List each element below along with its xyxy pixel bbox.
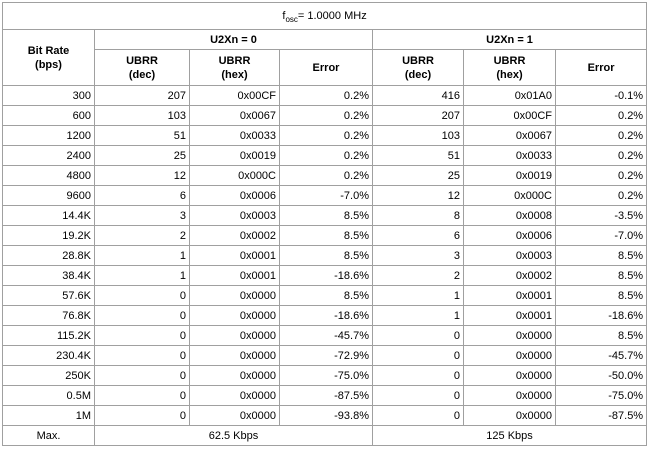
- error-u2x1-cell: -3.5%: [556, 206, 647, 226]
- error-u2x1-cell: 0.2%: [556, 106, 647, 126]
- ubrr-hex-u2x0-cell: 0x0000: [190, 406, 280, 426]
- ubrr-hex-label: UBRR: [493, 54, 526, 67]
- max-rate-u2x1: 125 Kbps: [373, 426, 647, 446]
- ubrr-hex-u2x0-cell: 0x0000: [190, 386, 280, 406]
- error-u2x0-cell: 8.5%: [280, 206, 373, 226]
- error-u2x1-cell: 0.2%: [556, 166, 647, 186]
- bit-rate-cell: 250K: [3, 366, 95, 386]
- ubrr-hex-label: UBRR: [218, 54, 251, 67]
- error-u2x1-cell: 8.5%: [556, 246, 647, 266]
- table-row: [3, 366, 647, 386]
- ubrr-hex-u2x0-cell: 0x0006: [190, 186, 280, 206]
- ubrr-dec-u2x1-cell: 103: [373, 126, 464, 146]
- column-header-row: [3, 50, 647, 86]
- table-row: [3, 246, 647, 266]
- bit-rate-cell: 1M: [3, 406, 95, 426]
- error-u2x0-cell: -18.6%: [280, 266, 373, 286]
- ubrr-hex-u2x1-cell: 0x0000: [464, 326, 556, 346]
- bit-rate-cell: 28.8K: [3, 246, 95, 266]
- ubrr-hex-u2x1-cell: 0x0019: [464, 166, 556, 186]
- ubrr-dec-u2x0-cell: 103: [95, 106, 190, 126]
- ubrr-dec-u2x0-cell: 1: [95, 266, 190, 286]
- bit-rate-cell: 57.6K: [3, 286, 95, 306]
- ubrr-dec-header-u2x0: [95, 50, 190, 86]
- table-row: [3, 166, 647, 186]
- table-row: [3, 206, 647, 226]
- error-u2x0-cell: -45.7%: [280, 326, 373, 346]
- ubrr-hex-u2x1-cell: 0x0000: [464, 386, 556, 406]
- error-u2x0-cell: -93.8%: [280, 406, 373, 426]
- ubrr-hex-u2x1-cell: 0x000C: [464, 186, 556, 206]
- error-u2x0-cell: 8.5%: [280, 286, 373, 306]
- table-body: [3, 86, 647, 426]
- ubrr-dec-u2x1-cell: 0: [373, 346, 464, 366]
- table-row: [3, 126, 647, 146]
- ubrr-hex-u2x0-cell: 0x0003: [190, 206, 280, 226]
- ubrr-hex-u2x1-cell: 0x0001: [464, 286, 556, 306]
- error-u2x0-cell: -7.0%: [280, 186, 373, 206]
- error-u2x1-cell: -87.5%: [556, 406, 647, 426]
- ubrr-dec-u2x0-cell: 3: [95, 206, 190, 226]
- ubrr-dec-u2x1-cell: 2: [373, 266, 464, 286]
- ubrr-dec-u2x1-cell: 1: [373, 286, 464, 306]
- error-u2x0-cell: 0.2%: [280, 86, 373, 106]
- bit-rate-cell: 9600: [3, 186, 95, 206]
- ubrr-dec-unit: (dec): [128, 68, 156, 81]
- ubrr-hex-u2x1-cell: 0x0000: [464, 406, 556, 426]
- ubrr-dec-u2x0-cell: 0: [95, 346, 190, 366]
- ubrr-hex-u2x0-cell: 0x0002: [190, 226, 280, 246]
- ubrr-dec-u2x1-cell: 3: [373, 246, 464, 266]
- ubrr-dec-u2x0-cell: 12: [95, 166, 190, 186]
- error-u2x1-cell: -0.1%: [556, 86, 647, 106]
- error-u2x0-cell: -75.0%: [280, 366, 373, 386]
- error-u2x1-cell: 0.2%: [556, 126, 647, 146]
- bit-rate-cell: 76.8K: [3, 306, 95, 326]
- error-u2x1-cell: -18.6%: [556, 306, 647, 326]
- ubrr-hex-u2x0-cell: 0x0000: [190, 346, 280, 366]
- ubrr-hex-u2x0-cell: 0x0000: [190, 306, 280, 326]
- ubrr-hex-u2x0-cell: 0x0000: [190, 286, 280, 306]
- error-u2x0-cell: -72.9%: [280, 346, 373, 366]
- error-u2x1-cell: 0.2%: [556, 186, 647, 206]
- ubrr-dec-u2x0-cell: 1: [95, 246, 190, 266]
- error-header-u2x0: Error: [280, 50, 373, 86]
- freq-header-row: [3, 3, 647, 30]
- bit-rate-cell: 230.4K: [3, 346, 95, 366]
- error-u2x0-cell: 0.2%: [280, 126, 373, 146]
- error-u2x0-cell: -18.6%: [280, 306, 373, 326]
- ubrr-dec-label: UBRR: [126, 54, 158, 67]
- ubrr-hex-u2x1-cell: 0x0000: [464, 346, 556, 366]
- ubrr-hex-u2x0-cell: 0x0001: [190, 266, 280, 286]
- table-row: [3, 186, 647, 206]
- ubrr-hex-header-u2x1: [464, 50, 556, 86]
- error-u2x1-cell: -50.0%: [556, 366, 647, 386]
- freq-f: f: [282, 10, 286, 22]
- bit-rate-cell: 1200: [3, 126, 95, 146]
- ubrr-hex-header-u2x0: [190, 50, 280, 86]
- ubrr-dec-u2x0-cell: 0: [95, 286, 190, 306]
- ubrr-hex-u2x1-cell: 0x0001: [464, 306, 556, 326]
- error-u2x1-cell: -45.7%: [556, 346, 647, 366]
- ubrr-dec-u2x1-cell: 0: [373, 406, 464, 426]
- bit-rate-cell: 300: [3, 86, 95, 106]
- bit-rate-cell: 115.2K: [3, 326, 95, 346]
- ubrr-hex-u2x0-cell: 0x0067: [190, 106, 280, 126]
- table-row: [3, 86, 647, 106]
- error-u2x0-cell: 8.5%: [280, 246, 373, 266]
- osc-frequency-title: [3, 3, 647, 30]
- ubrr-dec-u2x0-cell: 51: [95, 126, 190, 146]
- ubrr-hex-u2x1-cell: 0x0000: [464, 366, 556, 386]
- ubrr-hex-u2x0-cell: 0x0019: [190, 146, 280, 166]
- ubrr-dec-u2x0-cell: 25: [95, 146, 190, 166]
- ubrr-hex-u2x1-cell: 0x0006: [464, 226, 556, 246]
- bit-rate-header: [3, 30, 95, 86]
- bit-rate-cell: 0.5M: [3, 386, 95, 406]
- table-row: [3, 406, 647, 426]
- ubrr-dec-u2x1-cell: 1: [373, 306, 464, 326]
- ubrr-hex-u2x0-cell: 0x0001: [190, 246, 280, 266]
- ubrr-dec-u2x0-cell: 0: [95, 306, 190, 326]
- u2x0-group-header: U2Xn = 0: [95, 30, 373, 50]
- ubrr-dec-u2x1-cell: 25: [373, 166, 464, 186]
- ubrr-hex-u2x1-cell: 0x0067: [464, 126, 556, 146]
- ubrr-hex-u2x1-cell: 0x0008: [464, 206, 556, 226]
- error-u2x0-cell: 0.2%: [280, 146, 373, 166]
- ubrr-dec-u2x0-cell: 2: [95, 226, 190, 246]
- baud-rate-table: [2, 2, 647, 446]
- ubrr-hex-u2x0-cell: 0x000C: [190, 166, 280, 186]
- ubrr-dec-u2x1-cell: 0: [373, 386, 464, 406]
- ubrr-dec-u2x0-cell: 0: [95, 386, 190, 406]
- bit-rate-cell: 2400: [3, 146, 95, 166]
- error-u2x0-cell: 0.2%: [280, 166, 373, 186]
- ubrr-hex-unit: (hex): [221, 68, 248, 81]
- ubrr-dec-u2x0-cell: 0: [95, 326, 190, 346]
- ubrr-hex-u2x0-cell: 0x0033: [190, 126, 280, 146]
- error-u2x1-cell: 8.5%: [556, 286, 647, 306]
- ubrr-dec-u2x0-cell: 0: [95, 366, 190, 386]
- bit-rate-cell: 19.2K: [3, 226, 95, 246]
- error-u2x1-cell: -7.0%: [556, 226, 647, 246]
- freq-value: = 1.0000 MHz: [297, 10, 367, 22]
- max-rate-row: [3, 426, 647, 446]
- ubrr-dec-u2x0-cell: 6: [95, 186, 190, 206]
- error-u2x0-cell: 8.5%: [280, 226, 373, 246]
- ubrr-hex-u2x0-cell: 0x0000: [190, 326, 280, 346]
- table-row: [3, 346, 647, 366]
- error-u2x1-cell: 0.2%: [556, 146, 647, 166]
- ubrr-dec-u2x1-cell: 8: [373, 206, 464, 226]
- u2x1-group-header: U2Xn = 1: [373, 30, 647, 50]
- ubrr-dec-u2x1-cell: 207: [373, 106, 464, 126]
- ubrr-dec-unit: (dec): [404, 68, 432, 81]
- bit-rate-label: Bit Rate: [27, 44, 70, 57]
- max-label: Max.: [3, 426, 95, 446]
- max-rate-u2x0: 62.5 Kbps: [95, 426, 373, 446]
- ubrr-dec-u2x1-cell: 416: [373, 86, 464, 106]
- error-header-u2x1: Error: [556, 50, 647, 86]
- ubrr-dec-u2x1-cell: 0: [373, 366, 464, 386]
- table-row: [3, 326, 647, 346]
- table-row: [3, 146, 647, 166]
- error-u2x0-cell: 0.2%: [280, 106, 373, 126]
- table-row: [3, 386, 647, 406]
- freq-osc-subscript: osc: [285, 15, 298, 24]
- error-u2x1-cell: -75.0%: [556, 386, 647, 406]
- ubrr-dec-u2x0-cell: 0: [95, 406, 190, 426]
- ubrr-dec-u2x1-cell: 12: [373, 186, 464, 206]
- ubrr-dec-u2x1-cell: 6: [373, 226, 464, 246]
- bit-rate-cell: 4800: [3, 166, 95, 186]
- bit-rate-unit: (bps): [35, 58, 62, 71]
- error-u2x1-cell: 8.5%: [556, 326, 647, 346]
- ubrr-dec-header-u2x1: [373, 50, 464, 86]
- table-row: [3, 226, 647, 246]
- bit-rate-cell: 38.4K: [3, 266, 95, 286]
- ubrr-hex-u2x1-cell: 0x0033: [464, 146, 556, 166]
- bit-rate-cell: 14.4K: [3, 206, 95, 226]
- error-u2x1-cell: 8.5%: [556, 266, 647, 286]
- ubrr-hex-unit: (hex): [496, 68, 523, 81]
- table-row: [3, 106, 647, 126]
- ubrr-hex-u2x1-cell: 0x00CF: [464, 106, 556, 126]
- ubrr-hex-u2x1-cell: 0x01A0: [464, 86, 556, 106]
- ubrr-dec-u2x1-cell: 51: [373, 146, 464, 166]
- ubrr-hex-u2x1-cell: 0x0003: [464, 246, 556, 266]
- ubrr-hex-u2x0-cell: 0x0000: [190, 366, 280, 386]
- group-header-row: [3, 30, 647, 50]
- table-row: [3, 286, 647, 306]
- error-u2x0-cell: -87.5%: [280, 386, 373, 406]
- bit-rate-cell: 600: [3, 106, 95, 126]
- ubrr-dec-u2x0-cell: 207: [95, 86, 190, 106]
- table-row: [3, 306, 647, 326]
- ubrr-hex-u2x0-cell: 0x00CF: [190, 86, 280, 106]
- ubrr-dec-label: UBRR: [402, 54, 434, 67]
- ubrr-hex-u2x1-cell: 0x0002: [464, 266, 556, 286]
- ubrr-dec-u2x1-cell: 0: [373, 326, 464, 346]
- table-row: [3, 266, 647, 286]
